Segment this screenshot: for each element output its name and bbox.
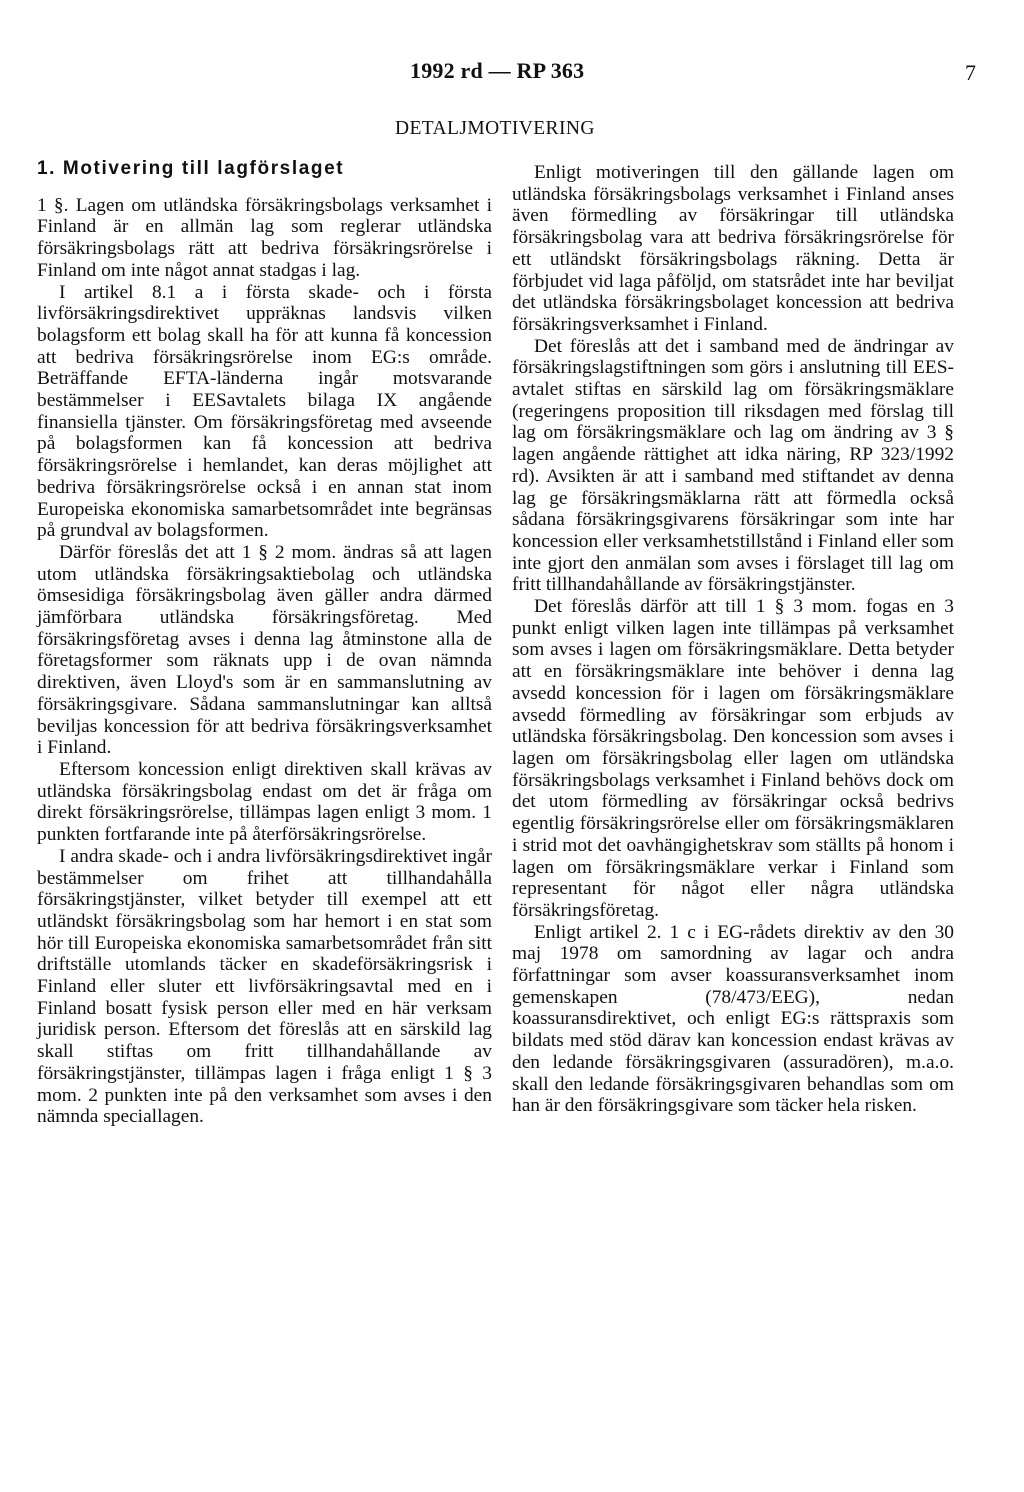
paragraph: Enligt artikel 2. 1 c i EG-rådets direktiv av den 30 maj 1978 om samordning av lagar och andra författningar som avser koassuransverksamhet inom gemenskapen (78/473/EEG), nedan koassuransdirektivet, och enligt EG:s rättspraxis som bildats med stöd därav kan koncession endast krävas av den ledande försäkringsgivaren (assuradören), m.a.o. skall den ledande försäkringsgivaren behandlas som om han är den försäkringsgivare som täcker hela risken. <box>512 921 954 1117</box>
right-column <box>512 162 954 1117</box>
left-column <box>37 156 492 1128</box>
paragraph: I andra skade- och i andra livförsäkringsdirektivet ingår bestämmelser om frihet att tillhandahålla försäkringstjänster, vilket betyder till exempel att ett utländskt försäkringsbolag som har hemort i en stat som hör till Europeiska ekonomiska samarbetsområdet från sitt driftställe utomlands täcker en skadeförsäkringsrisk i Finland eller sluter ett livförsäkringsavtal med en i Finland bosatt fysisk person eller med en här verksam juridisk person. Eftersom det föreslås att en särskild lag skall stiftas om fritt tillhandahållande av försäkringstjänster, tillämpas lagen i fråga enligt 1 § 3 mom. 2 punkten inte på den verksamhet som avses i den nämnda speciallagen. <box>37 845 492 1128</box>
paragraph: Det föreslås därför att till 1 § 3 mom. fogas en 3 punkt enligt vilken lagen inte tillämpas på verksamhet som avses i lagen om försäkringsmäklare. Detta betyder att en försäkringsmäklare inte behöver i denna lag avsedd koncession för i lagen om försäkringsmäklare avsedd förmedling av försäkringar som erbjuds av utländska försäkringsbolag. Den koncession som avses i lagen om försäkringsbolag eller lagen om utländska försäkringsbolags verksamhet i Finland behövs dock om det utom förmedling av försäkringar också bedrivs egentlig försäkringsrörelse eller om försäkringsmäklaren i strid mot det oavhängighetskrav som ställts på honom i lagen om försäkringsmäklare verkar i Finland som representant för något eller några utländska försäkringsföretag. <box>512 596 954 921</box>
paragraph: Enligt motiveringen till den gällande lagen om utländska försäkringsbolags verksamhet i Finland anses även förmedling av försäkringar till utländska försäkringsbolag vara att bedriva försäkringsrörelse för ett utländskt försäkringsbolags räkning. Detta är förbjudet vid laga påföljd, om statsrådet inte har beviljat det utländska försäkringsbolaget koncession att bedriva försäkringsverksamhet i Finland. <box>512 162 954 335</box>
paragraph: I artikel 8.1 a i första skade- och i första livförsäkringsdirektivet uppräknas landsvis vilken bolagsform ett bolag skall ha för att kunna få koncession att bedriva försäkringsrörelse inom EG:s område. Beträffande EFTA-länderna ingår motsvarande bestämmelser i EESavtalets bilaga IX angående finansiella tjänster. Om försäkringsföretag med avseende på bolagsformen kan få koncession att bedriva försäkringsrörelse i hemlandet, kan deras möjlighet att bedriva försäkringsrörelse också i en annan stat inom Europeiska ekonomiska samarbetsområdet inte begränsas på grundval av bolagsformen. <box>37 281 492 542</box>
running-head: 1992 rd — RP 363 <box>410 58 585 83</box>
paragraph: Därför föreslås det att 1 § 2 mom. ändras så att lagen utom utländska försäkringsaktiebolag och utländska ömsesidiga försäkringsbolag även gäller andra därmed jämförbara utländska försäkringsföretag. Med försäkringsföretag avses i denna lag åtminstone alla de företagsformer som räknats upp i de ovan nämnda direktiven, även Lloyd's som är en sammanslutning av försäkringsgivare. Sådana sammanslutningar kan alltså beviljas koncession för att bedriva försäkringsverksamhet i Finland. <box>37 541 492 759</box>
page-header <box>0 58 1024 92</box>
section-title: DETALJMOTIVERING <box>395 118 595 139</box>
subheading: 1. Motivering till lagförslaget <box>37 158 345 179</box>
page-number: 7 <box>965 60 976 85</box>
paragraph: Eftersom koncession enligt direktiven skall krävas av utländska försäkringsbolag endast om det är fråga om direkt försäkringsrörelse, tillämpas lagen enligt 3 mom. 1 punkten fortfarande inte på återförsäkringsrörelse. <box>37 758 492 846</box>
paragraph: 1 §. Lagen om utländska försäkringsbolags verksamhet i Finland är en allmän lag som reglerar utländska försäkringsbolags rätt att bedriva försäkringsrörelse i Finland om inte något annat stadgas i lag. <box>37 194 492 281</box>
paragraph: Det föreslås att det i samband med de ändringar av försäkringslagstiftningen som görs i anslutning till EES-avtalet stiftas en särskild lag om försäkringsmäklare (regeringens proposition till riksdagen med förslag till lag om försäkringsmäklare och lag om ändring av 3 § lagen angående rättighet att idka näring, RP 323/1992 rd). Avsikten är att i samband med stiftandet av denna lag ge försäkringsmäklarna rätt att förmedla också sådana försäkringsgivarens försäkringar som inte har koncession eller verksamhetstillstånd i Finland eller som inte gjort den anmälan som avses i förslaget till lag om fritt tillhandahållande av försäkringstjänster. <box>512 335 954 596</box>
